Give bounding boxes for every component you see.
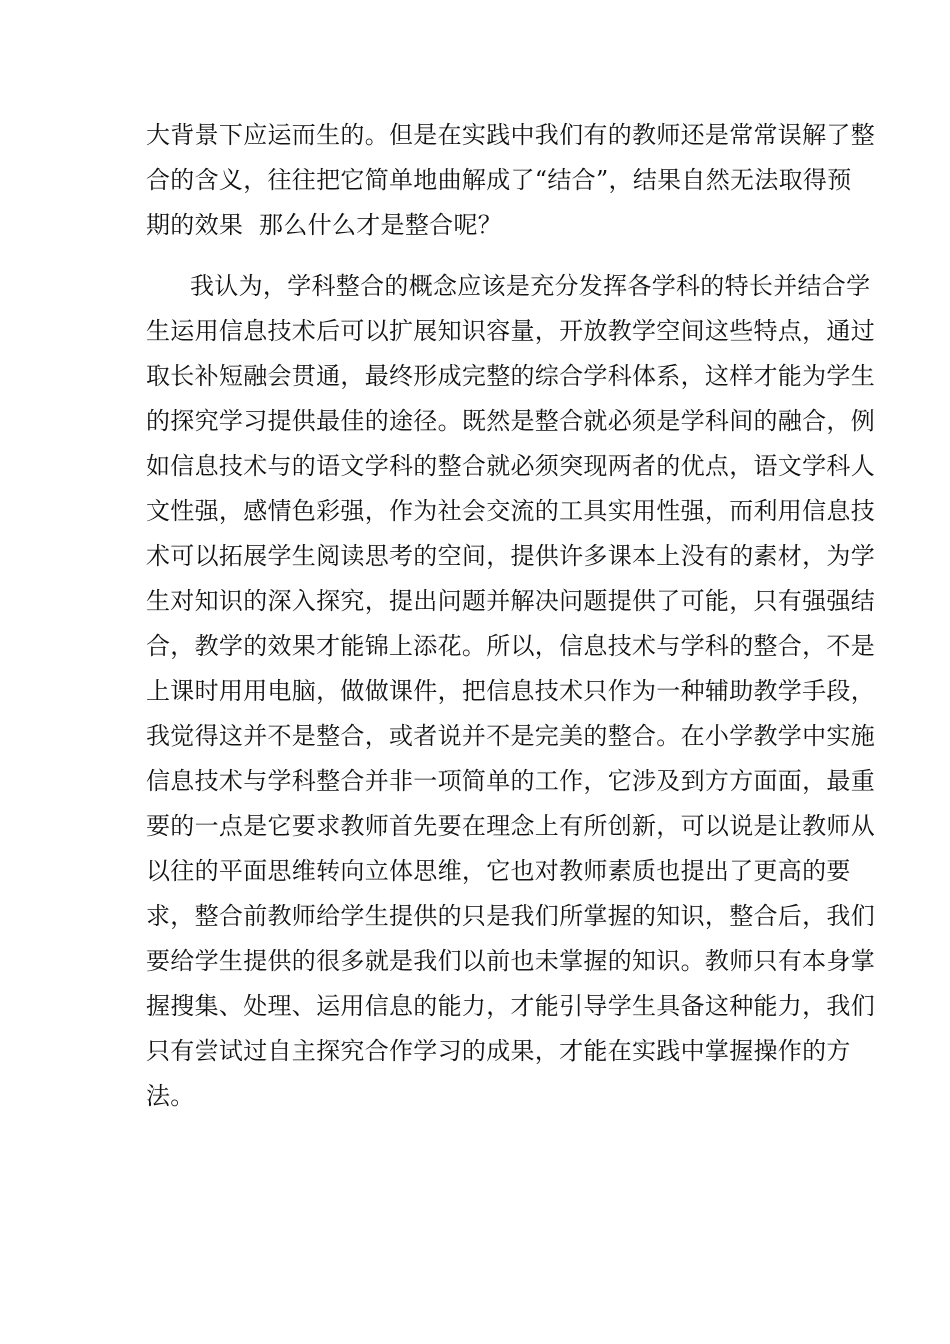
paragraph-line: 法。 [146,1082,195,1110]
paragraph-line: 信息技术与学科整合并非一项简单的工作，它涉及到方方面面，最重 [146,767,875,795]
paragraph-line: 握搜集、处理、运用信息的能力，才能引导学生具备这种能力，我们 [146,992,875,1020]
paragraph-line: 文性强，感情色彩强，作为社会交流的工具实用性强，而利用信息技 [146,497,875,525]
paragraph-line: 取长补短融会贯通，最终形成完整的综合学科体系，这样才能为学生 [146,362,875,390]
paragraph-line: 生运用信息技术后可以扩展知识容量，开放教学空间这些特点，通过 [146,317,875,345]
paragraph-line: 生对知识的深入探究，提出问题并解决问题提供了可能，只有强强结 [146,587,875,615]
paragraph-line: 要的一点是它要求教师首先要在理念上有所创新，可以说是让教师从 [146,812,875,840]
paragraph-1 [146,113,875,248]
paragraph-line: 我觉得这并不是整合，或者说并不是完美的整合。在小学教学中实施 [146,722,875,750]
paragraph-line: 只有尝试过自主探究合作学习的成果，才能在实践中掌握操作的方 [146,1037,851,1065]
paragraph-line: 以往的平面思维转向立体思维，它也对教师素质也提出了更高的要 [146,857,851,885]
paragraph-line: 如信息技术与的语文学科的整合就必须突现两者的优点，语文学科人 [146,452,875,480]
paragraph-line: 求，整合前教师给学生提供的只是我们所掌握的知识，整合后，我们 [146,902,875,930]
paragraph-line: 大背景下应运而生的。但是在实践中我们有的教师还是常常误解了整 [146,121,875,149]
paragraph-line: 我认为，学科整合的概念应该是充分发挥各学科的特长并结合学 [190,272,871,300]
paragraph-line: 上课时用用电脑，做做课件，把信息技术只作为一种辅助教学手段， [146,677,875,705]
paragraph-2 [146,264,875,1119]
paragraph-line: 合的含义，往往把它简单地曲解成了“结合”，结果自然无法取得预 [146,166,852,194]
paragraph-line: 合，教学的效果才能锦上添花。所以，信息技术与学科的整合，不是 [146,632,875,660]
paragraph-line: 的探究学习提供最佳的途径。既然是整合就必须是学科间的融合，例 [146,407,875,435]
paragraph-line: 要给学生提供的很多就是我们以前也未掌握的知识。教师只有本身掌 [146,947,875,975]
paragraph-line: 术可以拓展学生阅读思考的空间，提供许多课本上没有的素材，为学 [146,542,875,570]
paragraph-line: 期的效果 那么什么才是整合呢？ [146,211,503,239]
